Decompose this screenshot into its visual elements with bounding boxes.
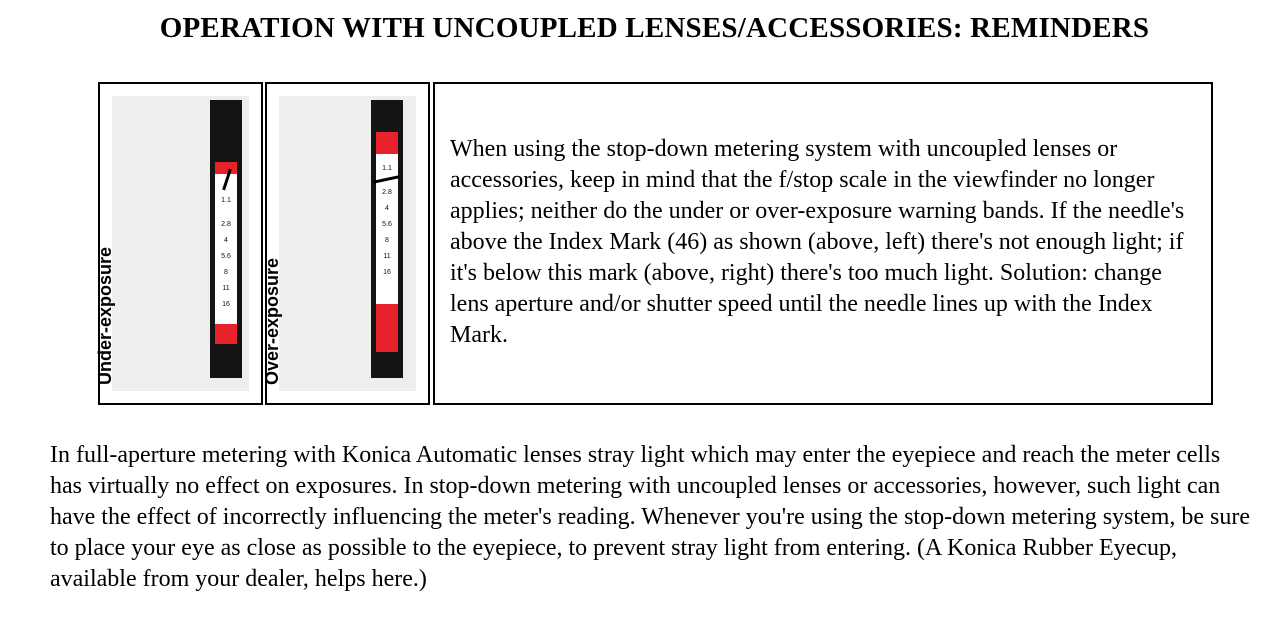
under-exposure-warning-band bbox=[215, 324, 237, 344]
f-stop-scale bbox=[376, 164, 398, 278]
f-stop-mark: 11 bbox=[222, 285, 230, 292]
f-stop-mark: 8 bbox=[224, 269, 228, 276]
viewfinder-scale-strip bbox=[210, 100, 242, 378]
f-stop-mark: 16 bbox=[383, 269, 391, 276]
f-stop-mark: 8 bbox=[385, 237, 389, 244]
f-stop-mark: 2.8 bbox=[382, 189, 392, 196]
f-stop-mark: 4 bbox=[385, 205, 389, 212]
stray-light-paragraph: In full-aperture metering with Konica Automatic lenses stray light which may enter the eyepiece and reach the meter cells has virtually no effect on exposures. In stop-down metering with uncoupled lenses or accessories, however, such light can have the effect of incorrectly influencing the meter's reading. Whenever you're using the stop-down metering system, be sure to place your eye as close as possible to the eyepiece, to prevent stray light from entering. (A Konica Rubber Eyecup, available from your dealer, helps here.) bbox=[50, 442, 1251, 592]
over-exposure-label: Over-exposure bbox=[262, 257, 282, 385]
f-stop-scale bbox=[215, 196, 237, 310]
under-exposure-figure bbox=[95, 82, 263, 405]
viewfinder-scale-strip bbox=[371, 100, 403, 378]
reminder-paragraph: When using the stop-down metering system with uncoupled lenses or accessories, keep in mind that the f/stop scale in the viewfinder no longer applies; neither do the under or over-exposure warning bands. If the needle's above the Index Mark (46) as shown (above, left) there's not enough light; if it's below this mark (above, right) there's too much light. Solution: change lens aperture and/or shutter speed until the needle lines up with the Index Mark. bbox=[450, 136, 1185, 348]
reminder-text-box bbox=[433, 82, 1213, 405]
f-stop-mark: 11 bbox=[383, 253, 391, 260]
f-stop-mark: 1.1 bbox=[382, 165, 392, 172]
over-exposure-figure bbox=[262, 82, 430, 405]
under-exposure-label: Under-exposure bbox=[95, 246, 115, 385]
f-stop-mark: 5.6 bbox=[382, 221, 392, 228]
f-stop-mark: 1.1 bbox=[221, 197, 231, 204]
over-exposure-warning-band bbox=[215, 162, 237, 174]
over-exposure-warning-band bbox=[376, 132, 398, 154]
f-stop-mark: 4 bbox=[224, 237, 228, 244]
under-exposure-warning-band bbox=[376, 304, 398, 352]
page-title: OPERATION WITH UNCOUPLED LENSES/ACCESSORIES: REMINDERS bbox=[159, 12, 1150, 44]
f-stop-mark: 2.8 bbox=[221, 221, 231, 228]
f-stop-mark: 16 bbox=[222, 301, 230, 308]
f-stop-mark: 5.6 bbox=[221, 253, 231, 260]
